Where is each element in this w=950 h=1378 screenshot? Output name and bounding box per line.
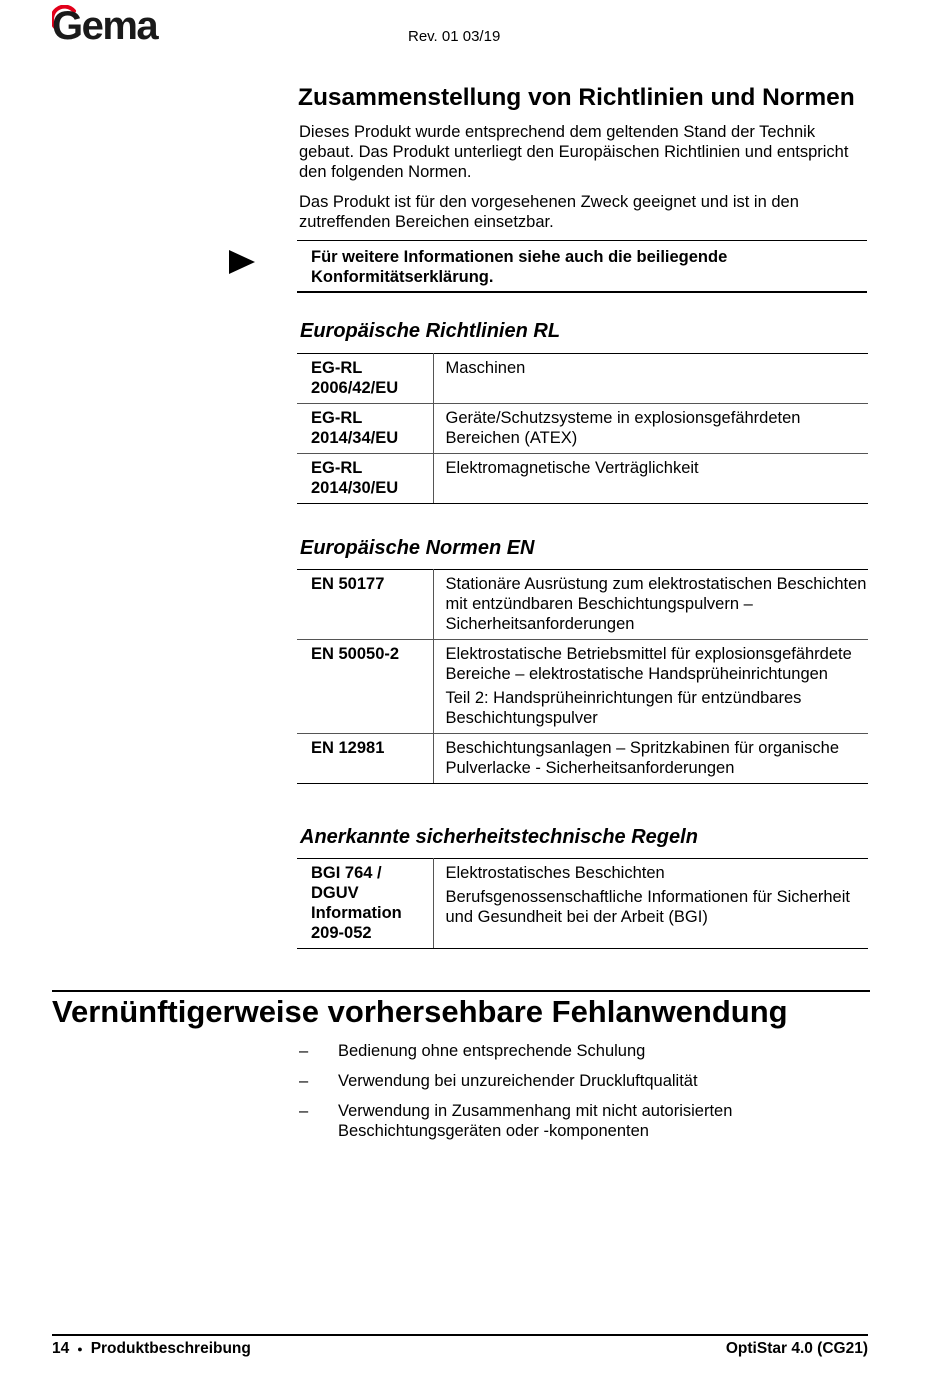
footer-page-info — [52, 1340, 251, 1358]
revision-label: Rev. 01 03/19 — [408, 28, 501, 45]
regeln-table — [297, 858, 868, 949]
table-row — [297, 404, 868, 454]
norm-code: EN 50177 — [297, 570, 433, 640]
footer-section: Produktbeschreibung — [90, 1340, 251, 1357]
norm-description: Stationäre Ausrüstung zum elektrostatischen Beschichten mit entzündbaren Beschichtungspulvern – Sicherheitsanforderungen — [433, 570, 868, 640]
list-item — [299, 1041, 859, 1063]
norm-description-part: Teil 2: Handsprüheinrichtungen für entzündbares Beschichtungspulver — [445, 689, 802, 727]
dash-bullet: – — [299, 1042, 309, 1060]
table-row — [297, 640, 868, 734]
dash-bullet: – — [299, 1102, 309, 1120]
norm-description: Beschichtungsanlagen – Spritzkabinen für organische Pulverlacke - Sicherheitsanforderungen — [433, 734, 868, 784]
directive-code: EG-RL 2014/34/EU — [297, 404, 433, 454]
list-item — [299, 1071, 859, 1093]
intro-paragraph: Dieses Produkt wurde entsprechend dem geltenden Stand der Technik gebaut. Das Produkt unterliegt den Europäischen Richtlinien und entspricht den folgenden Normen. — [299, 123, 849, 181]
footer-divider — [52, 1334, 868, 1336]
bullet-icon: ● — [77, 1343, 83, 1354]
table-row — [297, 354, 868, 404]
table-row — [297, 734, 868, 784]
note-text: Für weitere Informationen siehe auch die beiliegende Konformitätserklärung. — [311, 248, 728, 286]
rule-description: Elektrostatisches Beschichten Berufsgenossenschaftliche Informationen für Sicherheit und Gesundheit bei der Arbeit (BGI) — [433, 859, 868, 949]
note-arrow-icon — [228, 248, 256, 276]
directive-code: EG-RL 2014/30/EU — [297, 454, 433, 504]
table-row — [297, 570, 868, 640]
norm-code: EN 12981 — [297, 734, 433, 784]
note-divider-bottom — [297, 291, 867, 293]
list-item-text: Bedienung ohne entsprechende Schulung — [338, 1042, 646, 1060]
list-item — [299, 1101, 859, 1145]
gema-logo: Gema — [52, 4, 158, 48]
richtlinien-table — [297, 353, 868, 504]
table-row — [297, 859, 868, 949]
section-divider — [52, 990, 870, 992]
purpose-paragraph: Das Produkt ist für den vorgesehenen Zweck geeignet und ist in den zutreffenden Bereichen einsetzbar. — [299, 193, 799, 231]
directive-description: Maschinen — [433, 354, 868, 404]
directive-description: Elektromagnetische Verträglichkeit — [433, 454, 868, 504]
norm-code: EN 50050-2 — [297, 640, 433, 734]
note-divider-top — [297, 240, 867, 241]
section-title: Zusammenstellung von Richtlinien und Normen — [298, 84, 855, 111]
list-item-text: Verwendung in Zusammenhang mit nicht autorisierten Beschichtungsgeräten oder -komponenten — [338, 1102, 733, 1140]
richtlinien-heading: Europäische Richtlinien RL — [300, 320, 561, 342]
list-item-text: Verwendung bei unzureichender Druckluftqualität — [338, 1072, 698, 1090]
page-number: 14 — [52, 1340, 70, 1357]
table-row — [297, 454, 868, 504]
footer-product: OptiStar 4.0 (CG21) — [725, 1340, 868, 1357]
misuse-title: Vernünftigerweise vorhersehbare Fehlanwendung — [52, 994, 788, 1029]
directive-code: EG-RL 2006/42/EU — [297, 354, 433, 404]
regeln-heading: Anerkannte sicherheitstechnische Regeln — [300, 826, 698, 848]
directive-description: Geräte/Schutzsysteme in explosionsgefährdeten Bereichen (ATEX) — [433, 404, 868, 454]
rule-description-detail: Berufsgenossenschaftliche Informationen für Sicherheit und Gesundheit bei der Arbeit (BGI) — [445, 888, 850, 926]
normen-heading: Europäische Normen EN — [300, 537, 535, 559]
dash-bullet: – — [299, 1072, 309, 1090]
normen-table — [297, 569, 868, 784]
rule-code: BGI 764 / DGUV Information 209-052 — [297, 859, 433, 949]
norm-description: Elektrostatische Betriebsmittel für explosionsgefährdete Bereiche – elektrostatische Handsprüheinrichtungen Teil 2: Handsprüheinrichtungen für entzündbares Beschichtungspulver — [433, 640, 868, 734]
